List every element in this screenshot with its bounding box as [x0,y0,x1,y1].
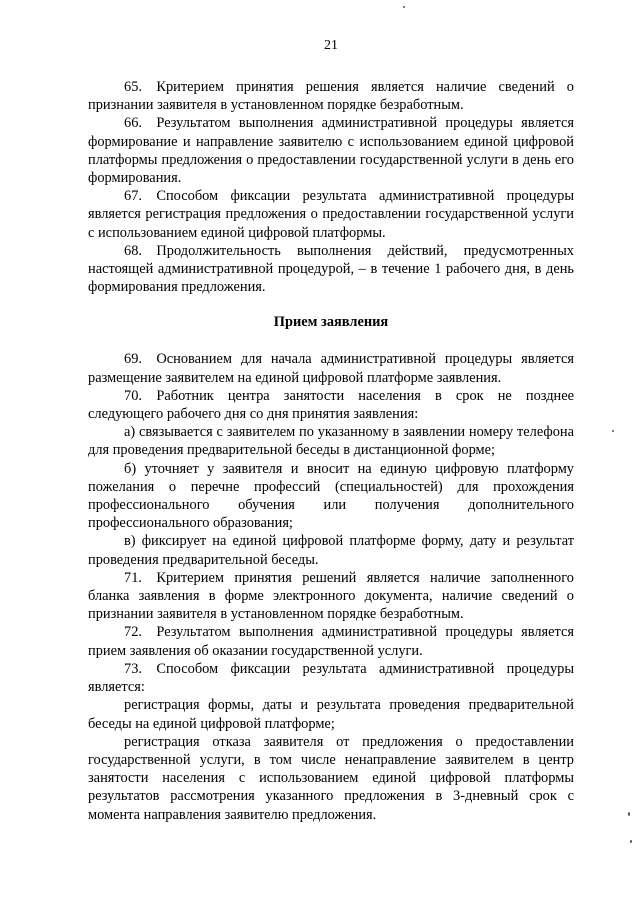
paragraph-66: 66. Результатом выполнения административной процедуры является формирование и направление заявителю с использованием единой цифровой платформы предложения о предоставлении государственной услуги в день его формирования. [88,115,574,187]
scan-speck [628,812,630,816]
paragraph-71: 71. Критерием принятия решений является наличие заполненного бланка заявления в форме электронного документа, наличие сведений о признании заявителя в установленном порядке безработным. [88,569,574,623]
document-body [88,78,574,824]
paragraph-72: 72. Результатом выполнения административной процедуры является прием заявления об оказании государственной услуги. [88,624,574,659]
paragraph-67: 67. Способом фиксации результата административной процедуры является регистрация предложения о предоставлении государственной услуги с использованием единой цифровой платформы. [88,188,574,241]
document-page [88,0,574,905]
paragraph-73-item-1: регистрация формы, даты и результата проведения предварительной беседы на единой цифровой платформе; [88,697,574,732]
paragraph-70-c: в) фиксирует на единой цифровой платформе форму, дату и результат проведения предварительной беседы. [88,533,574,568]
paragraph-73: 73. Способом фиксации результата административной процедуры является: [88,660,574,696]
paragraph-73-item-2: регистрация отказа заявителя от предложения о предоставлении государственной услуги, в том числе ненаправление заявителем в центр занятости населения с использованием единой цифровой платформы результатов рассмотрения указанного предложения в 3-дневный срок с момента направления заявителю предложения. [88,733,574,823]
paragraph-68: 68. Продолжительность выполнения действий, предусмотренных настоящей административной процедурой, – в течение 1 рабочего дня, в день формирования предложения. [88,242,574,296]
paragraph-70-a: а) связывается с заявителем по указанному в заявлении номеру телефона для проведения предварительной беседы в дистанционной форме; [88,424,574,459]
page-number: 21 [324,38,338,53]
paragraph-65: 65. Критерием принятия решения является наличие сведений о признании заявителя в установленном порядке безработным. [88,79,574,114]
scan-speck [403,6,405,8]
paragraph-70-b: б) уточняет у заявителя и вносит на единую цифровую платформу пожелания о перечне профессий (специальностей) для прохождения профессионального обучения или получения дополнительного профессионального образования; [88,460,574,532]
scan-speck [630,840,632,843]
paragraph-69: 69. Основанием для начала административной процедуры является размещение заявителем на единой цифровой платформе заявления. [88,351,574,386]
section-heading: Прием заявления [273,314,389,331]
paragraph-70: 70. Работник центра занятости населения в срок не позднее следующего рабочего дня со дня принятия заявления: [88,387,574,423]
scan-speck [612,430,614,432]
